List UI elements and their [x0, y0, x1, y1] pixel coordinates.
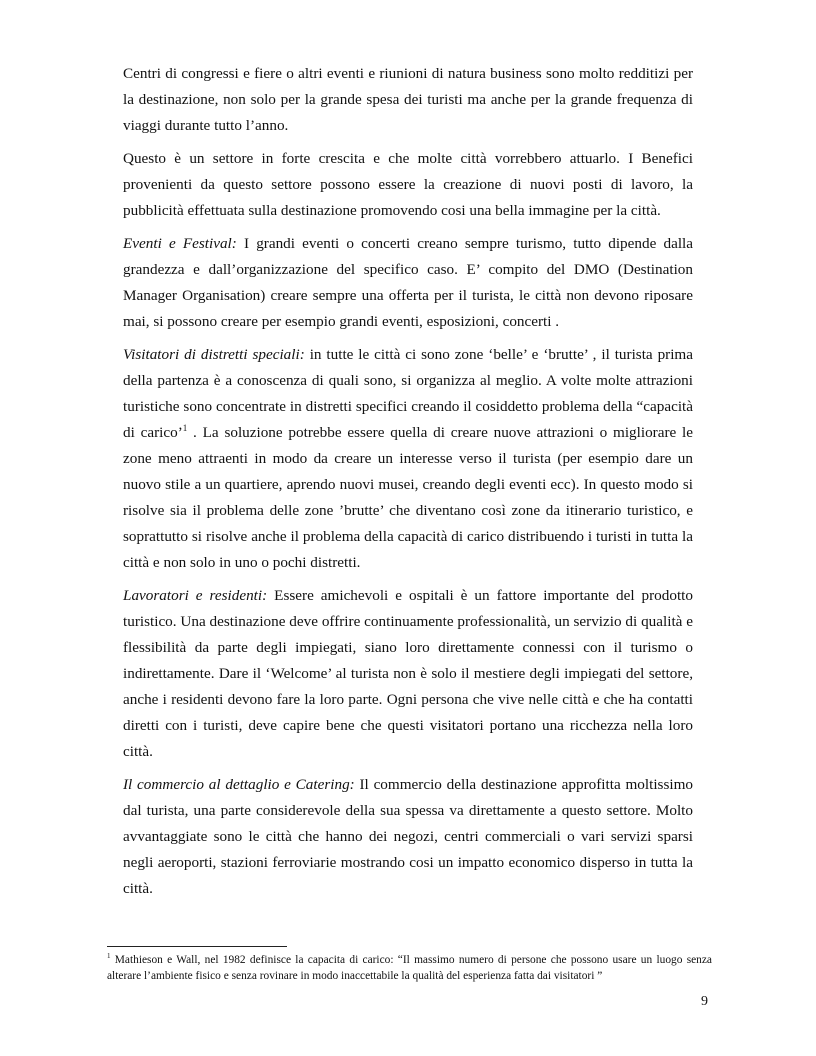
page-body: [123, 61, 693, 909]
paragraph-text: Centri di congressi e fiere o altri eventi e riunioni di natura business sono molto redditizi per la destinazione, non solo per la grande spesa dei turisti ma anche per la grande frequenza di viaggi durante tutto l’anno.: [123, 65, 693, 134]
page-number: 9: [701, 994, 708, 1009]
paragraph-retail-catering: [123, 772, 693, 902]
paragraph-text: in tutte le città ci sono zone ‘belle’ e ‘brutte’ , il turista prima della partenza è a conoscenza di quali sono, si organizza al meglio. A volte molte attrazioni turistiche sono concentrate in distretti specifici creando il cosiddetto problema della “capacità di carico’: [123, 346, 693, 441]
footnote-reference: 1: [182, 422, 188, 433]
paragraph-congress: [123, 61, 693, 139]
paragraph-lead: Lavoratori e residenti:: [123, 587, 268, 604]
paragraph-lead: Eventi e Festival:: [123, 235, 237, 252]
paragraph-text: I grandi eventi o concerti creano sempre turismo, tutto dipende dalla grandezza e dall’organizzazione del specifico caso. E’ compito del DMO (Destination Manager Organisation) creare sempre una offerta per il turista, le città non devono riposare mai, si possono creare per esempio grandi eventi, esposizioni, concerti .: [123, 235, 693, 330]
footnote: [107, 952, 712, 984]
paragraph-special-districts: [123, 342, 693, 576]
paragraph-text: Questo è un settore in forte crescita e che molte città vorrebbero attuarlo. I Benefici provenienti da questo settore possono essere la creazione di nuovi posti di lavoro, la pubblicità effettuata sulla destinazione promovendo cosi una bella immagine per la città.: [123, 150, 693, 219]
paragraph-text-continued: . La soluzione potrebbe essere quella di creare nuove attrazioni o migliorare le zone meno attraenti in modo da creare un interesse verso il turista (per esempio dare un nuovo stile a un quartiere, aprendo nuovi musei, creando degli eventi ecc). In questo modo si risolve sia il problema delle zone ’brutte’ che diventano così zone da itinerario turistico, e soprattutto si risolve anche il problema della capacità di carico distribuendo i turisti in tutta la città e non solo in uno o pochi distretti.: [123, 424, 694, 571]
paragraph-text: Essere amichevoli e ospitali è un fattore importante del prodotto turistico. Una destinazione deve offrire continuamente professionalità, un servizio di qualità e flessibilità da parte degli impiegati, siano loro direttamente connessi con il turismo o indirettamente. Dare il ‘Welcome’ al turista non è solo il mestiere degli impiegati del settore, anche i residenti devono fare la loro parte. Ogni persona che vive nelle città e che ha contatti diretti con i turisti, deve capire bene che questi visitatori portano una ricchezza nella loro città.: [123, 587, 693, 760]
paragraph-events-festival: [123, 231, 693, 335]
paragraph-sector-growth: [123, 146, 693, 224]
paragraph-text: Il commercio della destinazione approfitta moltissimo dal turista, una parte considerevole della sua spessa va direttamente a questo settore. Molto avvantaggiate sono le città che hanno dei negozi, centri commerciali o vari servizi sparsi negli aeroporti, stazioni ferroviarie mostrando cosi un impatto economico disperso in tutta la città.: [123, 776, 693, 897]
footnote-text: Mathieson e Wall, nel 1982 definisce la capacita di carico: “Il massimo numero di persone che possono usare un luogo senza alterare l’ambiente fisico e senza rovinare in modo inaccettabile la qualità del esperienza fatta dai visitatori ”: [107, 954, 712, 982]
footnote-marker: 1: [107, 952, 111, 961]
paragraph-workers-residents: [123, 583, 693, 765]
paragraph-lead: Visitatori di distretti speciali:: [123, 346, 305, 363]
footnote-separator: [107, 946, 287, 947]
paragraph-lead: Il commercio al dettaglio e Catering:: [123, 776, 355, 793]
